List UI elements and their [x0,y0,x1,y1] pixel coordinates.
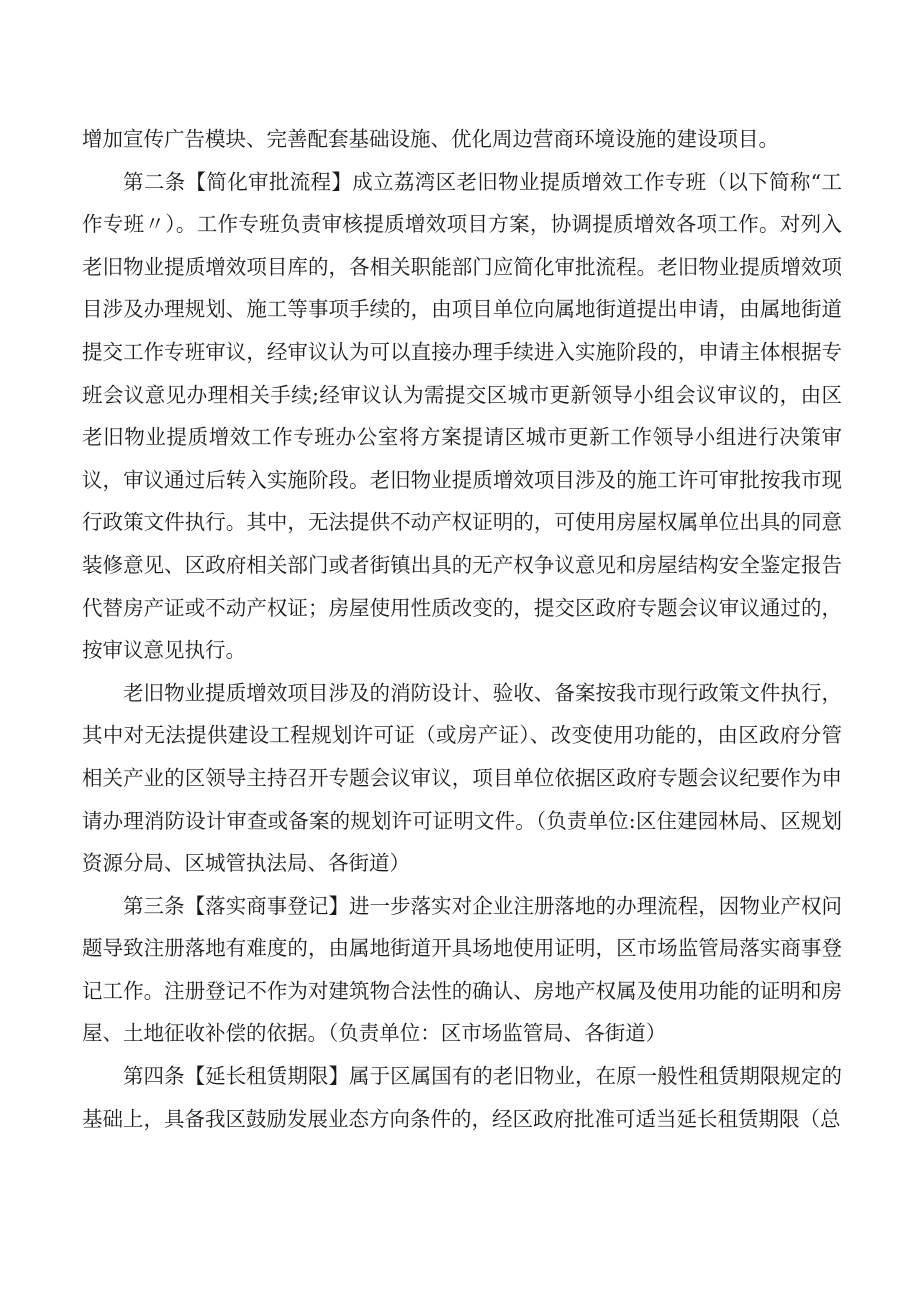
paragraph-2-article-2: 第二条【简化审批流程】成立荔湾区老旧物业提质增效工作专班（以下简称“工作专班〃）。工作专班负责审核提质增效项目方案，协调提质增效各项工作。对列入老旧物业提质增效项目库的，各相关职能部门应简化审批流程。老旧物业提质增效项目涉及办理规划、施工等事项手续的，由项目单位向属地街道提出申请，由属地街道提交工作专班审议，经审议认为可以直接办理手续进入实施阶段的，申请主体根据专班会议意见办理相关手续;经审议认为需提交区城市更新领导小组会议审议的，由区老旧物业提质增效工作专班办公室将方案提请区城市更新工作领导小组进行决策审议，审议通过后转入实施阶段。老旧物业提质增效项目涉及的施工许可审批按我市现行政策文件执行。其中，无法提供不动产权证明的，可使用房屋权属单位出具的同意装修意见、区政府相关部门或者街镇出具的无产权争议意见和房屋结构安全鉴定报告代替房产证或不动产权证；房屋使用性质改变的，提交区政府专题会议审议通过的，按审议意见执行。 [82,169,842,663]
paragraph-5-article-4: 第四条【延长租赁期限】属于区属国有的老旧物业，在原一般性租赁期限规定的基础上，具备我区鼓励发展业态方向条件的，经区政府批准可适当延长租赁期限（总 [82,1064,842,1131]
paragraph-4-article-3: 第三条【落实商事登记】进一步落实对企业注册落地的办理流程，因物业产权问题导致注册落地有难度的，由属地街道开具场地使用证明，区市场监管局落实商事登记工作。注册登记不作为对建筑物合法性的确认、房地产权属及使用功能的证明和房屋、土地征收补偿的依据。（负责单位：区市场监管局、各街道） [82,893,842,1046]
paragraph-3-fire-safety: 老旧物业提质增效项目涉及的消防设计、验收、备案按我市现行政策文件执行，其中对无法提供建设工程规划许可证（或房产证）、改变使用功能的，由区政府分管相关产业的区领导主持召开专题会议审议，项目单位依据区政府专题会议纪要作为申请办理消防设计审查或备案的规划许可证明文件。（负责单位:区住建园林局、区规划资源分局、区城管执法局、各街道） [82,680,842,876]
paragraph-1: 增加宣传广告模块、完善配套基础设施、优化周边营商环境设施的建设项目。 [82,127,779,151]
